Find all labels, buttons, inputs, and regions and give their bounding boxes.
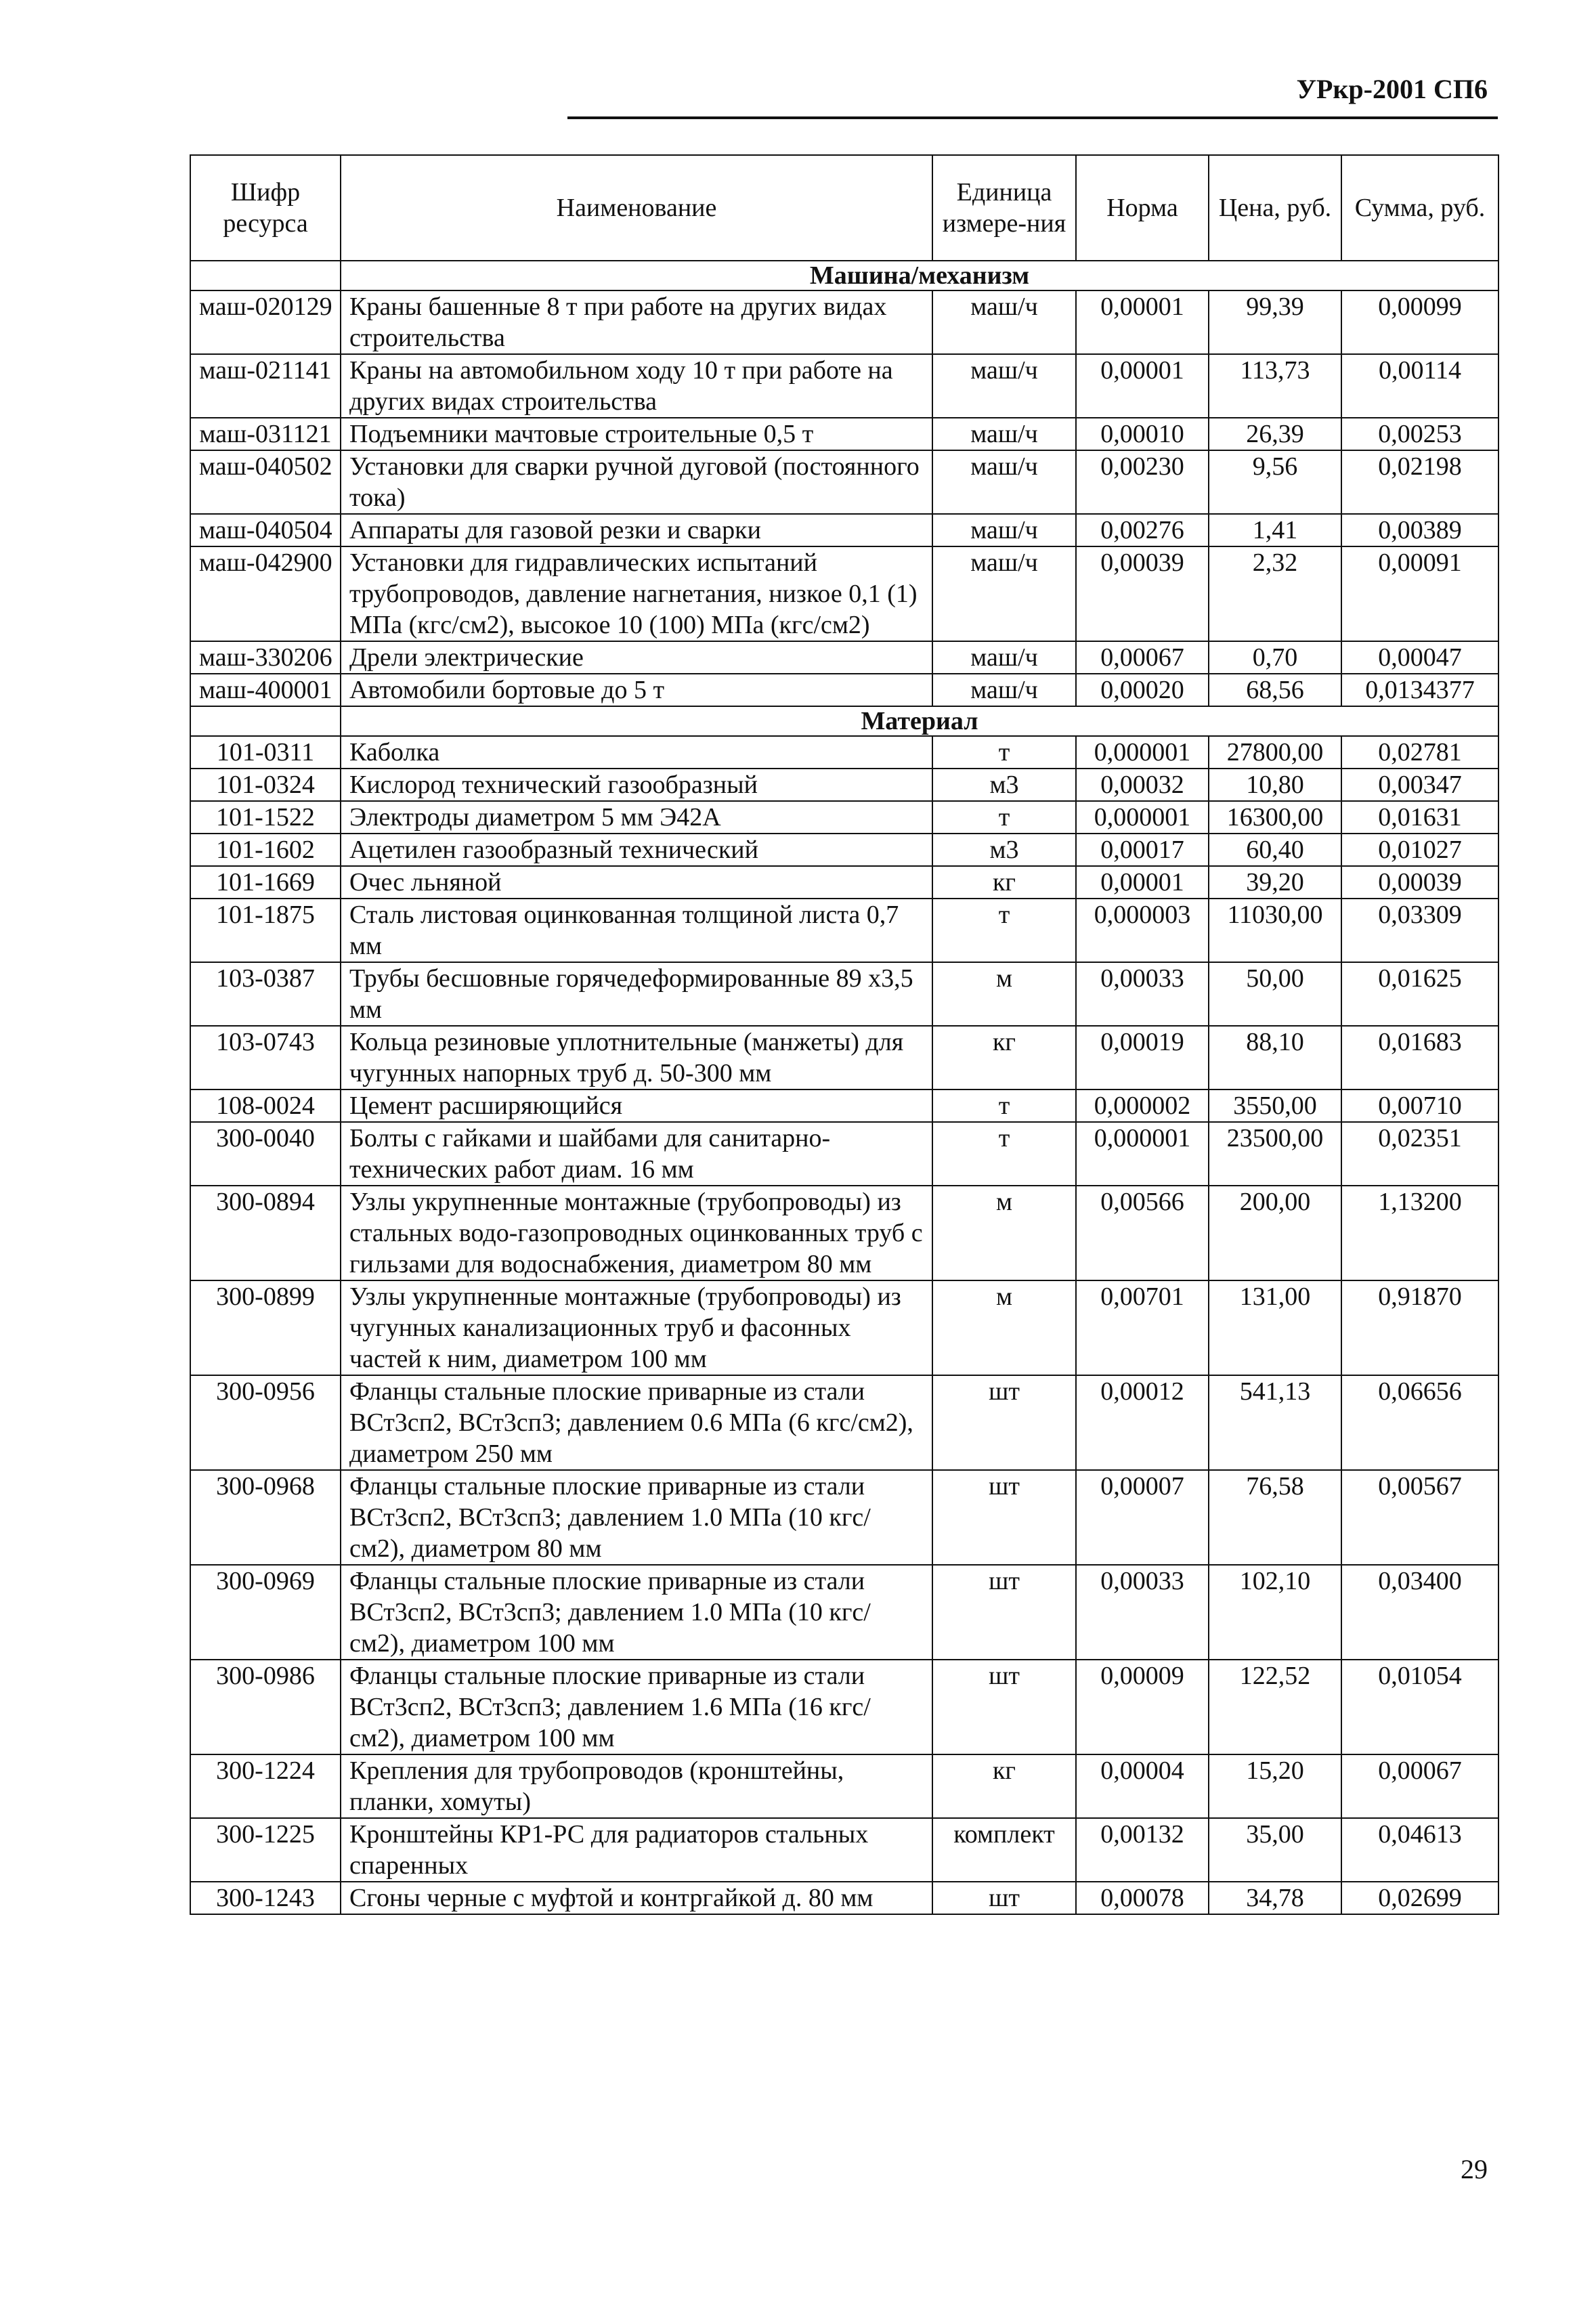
table-row <box>190 801 1498 834</box>
table-row <box>190 1186 1498 1280</box>
cell-price: 3550,00 <box>1209 1089 1341 1122</box>
cell-unit: маш/ч <box>932 354 1076 418</box>
cell-unit: кг <box>932 1026 1076 1089</box>
cell-code: 300-0040 <box>190 1122 341 1186</box>
cell-code: маш-040504 <box>190 514 341 546</box>
cell-name: Крепления для трубопроводов (кронштейны, планки, хомуты) <box>341 1754 932 1818</box>
cell-unit: комплект <box>932 1818 1076 1882</box>
table-row <box>190 1818 1498 1882</box>
cell-price: 541,13 <box>1209 1375 1341 1470</box>
cell-code: 300-1224 <box>190 1754 341 1818</box>
cell-unit: маш/ч <box>932 514 1076 546</box>
cell-norm: 0,00276 <box>1076 514 1209 546</box>
table-row <box>190 736 1498 769</box>
cell-unit: шт <box>932 1660 1076 1754</box>
cell-sum: 0,91870 <box>1341 1280 1498 1375</box>
section-code-cell <box>190 261 341 290</box>
cell-norm: 0,000001 <box>1076 801 1209 834</box>
section-row <box>190 706 1498 736</box>
cell-norm: 0,00001 <box>1076 290 1209 354</box>
cell-sum: 0,02351 <box>1341 1122 1498 1186</box>
cell-code: 101-1522 <box>190 801 341 834</box>
table-row <box>190 674 1498 706</box>
cell-unit: т <box>932 736 1076 769</box>
header-rule <box>567 116 1498 119</box>
table-row <box>190 1089 1498 1122</box>
cell-unit: т <box>932 1089 1076 1122</box>
cell-code: маш-021141 <box>190 354 341 418</box>
cell-price: 131,00 <box>1209 1280 1341 1375</box>
table-row <box>190 546 1498 641</box>
cell-code: 101-0311 <box>190 736 341 769</box>
cell-code: маш-400001 <box>190 674 341 706</box>
cell-norm: 0,00039 <box>1076 546 1209 641</box>
cell-norm: 0,00230 <box>1076 450 1209 514</box>
cell-norm: 0,00001 <box>1076 866 1209 899</box>
cell-price: 1,41 <box>1209 514 1341 546</box>
cell-code: 108-0024 <box>190 1089 341 1122</box>
cell-unit: кг <box>932 1754 1076 1818</box>
cell-norm: 0,000002 <box>1076 1089 1209 1122</box>
cell-norm: 0,00032 <box>1076 769 1209 801</box>
cell-code: 103-0743 <box>190 1026 341 1089</box>
cell-code: 103-0387 <box>190 962 341 1026</box>
cell-name: Аппараты для газовой резки и сварки <box>341 514 932 546</box>
cell-price: 200,00 <box>1209 1186 1341 1280</box>
cell-code: 300-0986 <box>190 1660 341 1754</box>
cell-code: 300-0894 <box>190 1186 341 1280</box>
cell-norm: 0,00033 <box>1076 962 1209 1026</box>
cell-name: Узлы укрупненные монтажные (трубопроводы) из чугунных канализационных труб и фасонных частей к ним, диаметром 100 мм <box>341 1280 932 1375</box>
table-row <box>190 1882 1498 1914</box>
cell-name: Цемент расширяющийся <box>341 1089 932 1122</box>
cell-norm: 0,00067 <box>1076 641 1209 674</box>
cell-sum: 0,00253 <box>1341 418 1498 450</box>
cell-code: маш-040502 <box>190 450 341 514</box>
cell-price: 60,40 <box>1209 834 1341 866</box>
cell-unit: шт <box>932 1565 1076 1660</box>
cell-price: 35,00 <box>1209 1818 1341 1882</box>
cell-name: Кислород технический газообразный <box>341 769 932 801</box>
cell-name: Установки для сварки ручной дуговой (постоянного тока) <box>341 450 932 514</box>
cell-price: 113,73 <box>1209 354 1341 418</box>
cell-norm: 0,00566 <box>1076 1186 1209 1280</box>
cell-sum: 0,02781 <box>1341 736 1498 769</box>
document-code: УРкр-2001 СП6 <box>1296 74 1488 104</box>
cell-norm: 0,00701 <box>1076 1280 1209 1375</box>
cell-name: Дрели электрические <box>341 641 932 674</box>
header-name: Наименование <box>341 155 932 261</box>
cell-code: маш-330206 <box>190 641 341 674</box>
cell-name: Кольца резиновые уплотнительные (манжеты) для чугунных напорных труб д. 50-300 мм <box>341 1026 932 1089</box>
cell-norm: 0,00019 <box>1076 1026 1209 1089</box>
cell-norm: 0,000001 <box>1076 1122 1209 1186</box>
cell-code: 300-0899 <box>190 1280 341 1375</box>
cell-unit: маш/ч <box>932 641 1076 674</box>
cell-name: Подъемники мачтовые строительные 0,5 т <box>341 418 932 450</box>
table-row <box>190 354 1498 418</box>
cell-price: 99,39 <box>1209 290 1341 354</box>
cell-price: 26,39 <box>1209 418 1341 450</box>
cell-unit: маш/ч <box>932 546 1076 641</box>
cell-unit: маш/ч <box>932 290 1076 354</box>
table-row <box>190 450 1498 514</box>
cell-sum: 0,00047 <box>1341 641 1498 674</box>
cell-norm: 0,00009 <box>1076 1660 1209 1754</box>
cell-price: 39,20 <box>1209 866 1341 899</box>
header-unit: Единица измере-ния <box>932 155 1076 261</box>
cell-norm: 0,00033 <box>1076 1565 1209 1660</box>
cell-name: Автомобили бортовые до 5 т <box>341 674 932 706</box>
cell-name: Болты с гайками и шайбами для санитарно-технических работ диам. 16 мм <box>341 1122 932 1186</box>
cell-sum: 0,0134377 <box>1341 674 1498 706</box>
cell-unit: шт <box>932 1375 1076 1470</box>
cell-price: 10,80 <box>1209 769 1341 801</box>
cell-norm: 0,00007 <box>1076 1470 1209 1565</box>
cell-code: 300-0956 <box>190 1375 341 1470</box>
cell-norm: 0,00020 <box>1076 674 1209 706</box>
cell-code: 101-1602 <box>190 834 341 866</box>
cell-norm: 0,00012 <box>1076 1375 1209 1470</box>
cell-code: маш-031121 <box>190 418 341 450</box>
table-row <box>190 962 1498 1026</box>
cell-sum: 0,06656 <box>1341 1375 1498 1470</box>
cell-name: Каболка <box>341 736 932 769</box>
cell-sum: 0,03309 <box>1341 899 1498 962</box>
cell-name: Сталь листовая оцинкованная толщиной листа 0,7 мм <box>341 899 932 962</box>
cell-name: Узлы укрупненные монтажные (трубопроводы) из стальных водо-газопроводных оцинкованных труб с гильзами для водоснабжения, диаметром 80 мм <box>341 1186 932 1280</box>
table-row <box>190 1375 1498 1470</box>
table-row <box>190 834 1498 866</box>
cell-norm: 0,000003 <box>1076 899 1209 962</box>
cell-norm: 0,00001 <box>1076 354 1209 418</box>
cell-name: Фланцы стальные плоские приварные из стали ВСт3сп2, ВСт3сп3; давлением 1.6 МПа (16 кгс/см2), диаметром 100 мм <box>341 1660 932 1754</box>
cell-price: 9,56 <box>1209 450 1341 514</box>
cell-code: 300-1243 <box>190 1882 341 1914</box>
table-row <box>190 1280 1498 1375</box>
cell-unit: шт <box>932 1470 1076 1565</box>
section-title: Машина/механизм <box>341 261 1498 290</box>
cell-unit: т <box>932 1122 1076 1186</box>
table-row <box>190 866 1498 899</box>
header-code: Шифр ресурса <box>190 155 341 261</box>
cell-sum: 0,01625 <box>1341 962 1498 1026</box>
cell-unit: кг <box>932 866 1076 899</box>
cell-sum: 0,00091 <box>1341 546 1498 641</box>
cell-name: Фланцы стальные плоские приварные из стали ВСт3сп2, ВСт3сп3; давлением 1.0 МПа (10 кгс/см2), диаметром 100 мм <box>341 1565 932 1660</box>
cell-name: Установки для гидравлических испытаний трубопроводов, давление нагнетания, низкое 0,1 (1) МПа (кгс/см2), высокое 10 (100) МПа (кгс/см2) <box>341 546 932 641</box>
cell-unit: м <box>932 1280 1076 1375</box>
table-header-row <box>190 155 1498 261</box>
header-price: Цена, руб. <box>1209 155 1341 261</box>
cell-sum: 0,01027 <box>1341 834 1498 866</box>
cell-sum: 0,02699 <box>1341 1882 1498 1914</box>
cell-name: Краны на автомобильном ходу 10 т при работе на других видах строительства <box>341 354 932 418</box>
cell-unit: м3 <box>932 769 1076 801</box>
cell-sum: 0,00347 <box>1341 769 1498 801</box>
cell-sum: 0,00039 <box>1341 866 1498 899</box>
table-row <box>190 1754 1498 1818</box>
cell-sum: 0,01631 <box>1341 801 1498 834</box>
resource-table <box>190 154 1499 1915</box>
cell-sum: 0,00099 <box>1341 290 1498 354</box>
table-row <box>190 1026 1498 1089</box>
cell-sum: 1,13200 <box>1341 1186 1498 1280</box>
table-row <box>190 899 1498 962</box>
cell-unit: маш/ч <box>932 450 1076 514</box>
table-row <box>190 290 1498 354</box>
cell-sum: 0,00067 <box>1341 1754 1498 1818</box>
cell-sum: 0,04613 <box>1341 1818 1498 1882</box>
cell-code: маш-020129 <box>190 290 341 354</box>
cell-sum: 0,01683 <box>1341 1026 1498 1089</box>
cell-name: Электроды диаметром 5 мм Э42А <box>341 801 932 834</box>
cell-norm: 0,00132 <box>1076 1818 1209 1882</box>
section-code-cell <box>190 706 341 736</box>
cell-unit: т <box>932 899 1076 962</box>
table-row <box>190 769 1498 801</box>
cell-price: 23500,00 <box>1209 1122 1341 1186</box>
header-norm: Норма <box>1076 155 1209 261</box>
cell-unit: м3 <box>932 834 1076 866</box>
cell-unit: м <box>932 962 1076 1026</box>
cell-unit: маш/ч <box>932 418 1076 450</box>
section-row <box>190 261 1498 290</box>
cell-norm: 0,000001 <box>1076 736 1209 769</box>
table-row <box>190 1122 1498 1186</box>
cell-sum: 0,00710 <box>1341 1089 1498 1122</box>
cell-price: 122,52 <box>1209 1660 1341 1754</box>
page-number: 29 <box>1461 2154 1488 2184</box>
cell-name: Сгоны черные с муфтой и контргайкой д. 80 мм <box>341 1882 932 1914</box>
table-row <box>190 1565 1498 1660</box>
cell-norm: 0,00017 <box>1076 834 1209 866</box>
cell-price: 27800,00 <box>1209 736 1341 769</box>
cell-name: Кронштейны КР1-РС для радиаторов стальных спаренных <box>341 1818 932 1882</box>
cell-unit: м <box>932 1186 1076 1280</box>
section-title: Материал <box>341 706 1498 736</box>
cell-name: Трубы бесшовные горячедеформированные 89 х3,5 мм <box>341 962 932 1026</box>
cell-price: 88,10 <box>1209 1026 1341 1089</box>
cell-sum: 0,00567 <box>1341 1470 1498 1565</box>
cell-unit: шт <box>932 1882 1076 1914</box>
cell-code: маш-042900 <box>190 546 341 641</box>
cell-price: 0,70 <box>1209 641 1341 674</box>
cell-name: Краны башенные 8 т при работе на других видах строительства <box>341 290 932 354</box>
cell-name: Фланцы стальные плоские приварные из стали ВСт3сп2, ВСт3сп3; давлением 0.6 МПа (6 кгс/см2), диаметром 250 мм <box>341 1375 932 1470</box>
cell-price: 11030,00 <box>1209 899 1341 962</box>
cell-code: 300-0968 <box>190 1470 341 1565</box>
cell-price: 76,58 <box>1209 1470 1341 1565</box>
cell-code: 101-1669 <box>190 866 341 899</box>
cell-price: 15,20 <box>1209 1754 1341 1818</box>
cell-norm: 0,00078 <box>1076 1882 1209 1914</box>
cell-code: 101-1875 <box>190 899 341 962</box>
table-row <box>190 1470 1498 1565</box>
table-row <box>190 514 1498 546</box>
table-row <box>190 641 1498 674</box>
cell-price: 50,00 <box>1209 962 1341 1026</box>
cell-price: 16300,00 <box>1209 801 1341 834</box>
cell-norm: 0,00004 <box>1076 1754 1209 1818</box>
cell-norm: 0,00010 <box>1076 418 1209 450</box>
cell-price: 34,78 <box>1209 1882 1341 1914</box>
cell-sum: 0,01054 <box>1341 1660 1498 1754</box>
cell-price: 102,10 <box>1209 1565 1341 1660</box>
table-row <box>190 418 1498 450</box>
cell-sum: 0,03400 <box>1341 1565 1498 1660</box>
cell-code: 300-0969 <box>190 1565 341 1660</box>
cell-name: Фланцы стальные плоские приварные из стали ВСт3сп2, ВСт3сп3; давлением 1.0 МПа (10 кгс/см2), диаметром 80 мм <box>341 1470 932 1565</box>
cell-code: 300-1225 <box>190 1818 341 1882</box>
cell-unit: маш/ч <box>932 674 1076 706</box>
table-row <box>190 1660 1498 1754</box>
cell-code: 101-0324 <box>190 769 341 801</box>
cell-sum: 0,00114 <box>1341 354 1498 418</box>
cell-sum: 0,00389 <box>1341 514 1498 546</box>
cell-sum: 0,02198 <box>1341 450 1498 514</box>
header-sum: Сумма, руб. <box>1341 155 1498 261</box>
table-body <box>190 261 1498 1914</box>
cell-price: 2,32 <box>1209 546 1341 641</box>
cell-name: Ацетилен газообразный технический <box>341 834 932 866</box>
cell-unit: т <box>932 801 1076 834</box>
cell-price: 68,56 <box>1209 674 1341 706</box>
cell-name: Очес льняной <box>341 866 932 899</box>
